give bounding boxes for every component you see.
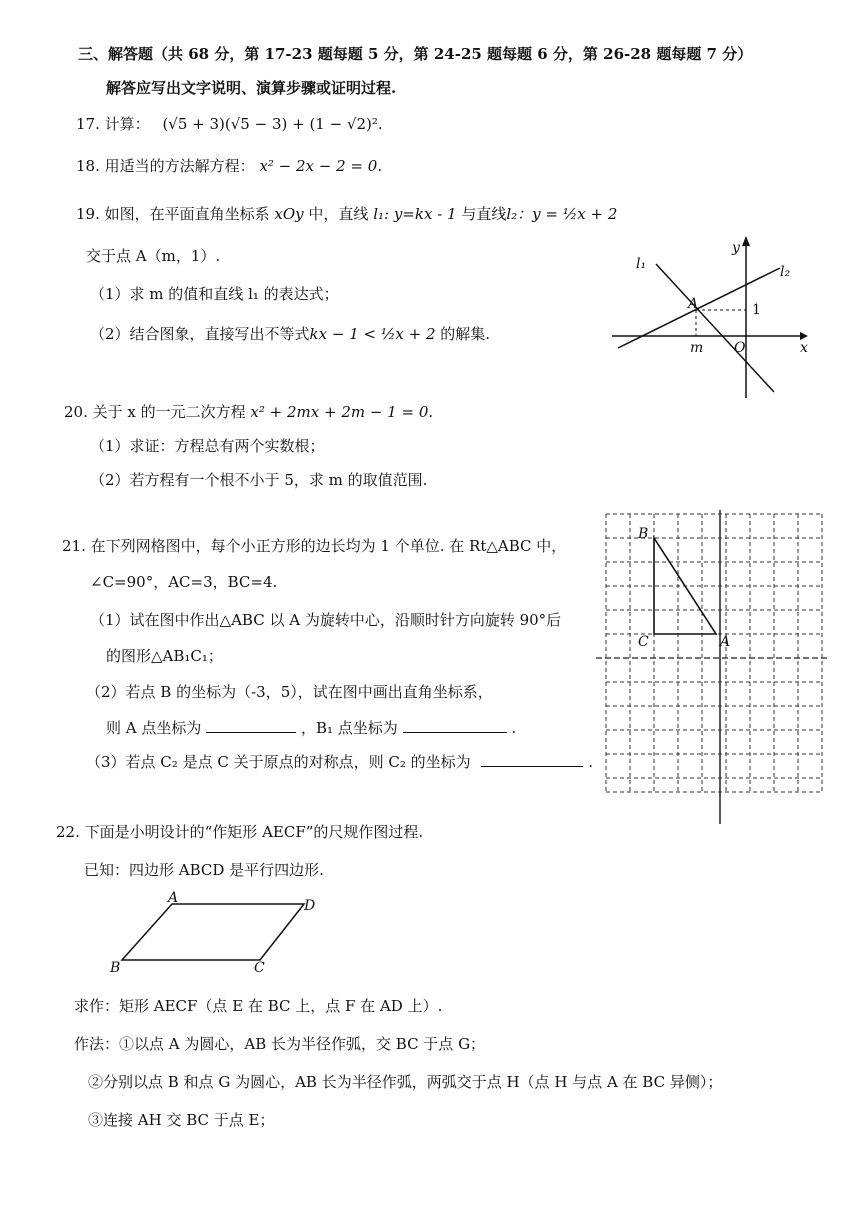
inequality: kx − 1 < ½x + 2 (309, 325, 436, 343)
question-text: （3）若点 C₂ 是点 C 关于原点的对称点，则 C₂ 的坐标为 (86, 753, 471, 771)
question-20-stem (64, 402, 433, 422)
question-text: 如图，在平面直角坐标系 (104, 205, 275, 223)
point-a-label: A (720, 634, 731, 650)
question-text: ，B₁ 点坐标为 (300, 719, 398, 737)
question-19-part2 (90, 324, 490, 344)
question-21-condition: ∠C=90°，AC=3，BC=4. (90, 573, 278, 591)
question-text: 关于 x 的一元二次方程 (92, 403, 251, 421)
x-label: x (800, 340, 808, 356)
question-text: 在下列网格图中，每个小正方形的边长均为 1 个单位. 在 Rt△ABC 中， (90, 537, 567, 555)
m-label: m (690, 340, 704, 356)
origin-label: O (734, 340, 746, 356)
question-text: 用适当的方法解方程： (104, 157, 255, 175)
question-19-stem (76, 204, 617, 224)
answer-blank-b1[interactable] (403, 718, 507, 733)
question-text: （2）结合图象，直接写出不等式 (90, 325, 310, 343)
question-20-part1: （1）求证：方程总有两个实数根； (90, 437, 325, 455)
question-22-step3: ③连接 AH 交 BC 于点 E； (88, 1111, 275, 1129)
question-20-part2: （2）若方程有一个根不小于 5，求 m 的取值范围. (90, 471, 428, 489)
question-22-stem (56, 822, 423, 842)
question-19-point: 交于点 A（m，1）. (86, 247, 221, 265)
question-18 (76, 156, 382, 176)
question-number: 22. (56, 823, 80, 841)
one-label: 1 (752, 302, 761, 318)
answer-blank-c2[interactable] (481, 752, 583, 767)
y-label: y (732, 240, 740, 256)
question-22-seek: 求作：矩形 AECF（点 E 在 BC 上，点 F 在 AD 上）. (74, 997, 443, 1015)
vertex-c-label: C (254, 960, 265, 976)
math-expression: x² + 2mx + 2m − 1 = 0. (250, 403, 434, 421)
punctuation: . (511, 719, 517, 737)
math-expression: x² − 2x − 2 = 0. (259, 157, 383, 175)
question-22-step1: 作法：①以点 A 为圆心，AB 长为半径作弧，交 BC 于点 G； (74, 1035, 486, 1053)
question-21-part2b (106, 718, 516, 738)
line-l1-equation: l₁: y=kx - 1 (373, 205, 457, 223)
y-arrow-icon (742, 236, 750, 246)
x-arrow-icon (800, 332, 808, 340)
question-17 (76, 114, 383, 134)
question-22-known: 已知：四边形 ABCD 是平行四边形. (84, 861, 324, 879)
vertex-a-label: A (168, 890, 179, 906)
question-text: 则 A 点坐标为 (106, 719, 202, 737)
question-text: 的解集. (435, 325, 491, 343)
vertex-b-label: B (110, 960, 121, 976)
q19-coordinate-figure (608, 232, 816, 402)
punctuation: . (588, 753, 593, 771)
question-21-part2a: （2）若点 B 的坐标为（-3，5），试在图中画出直角坐标系， (86, 683, 493, 701)
vertex-d-label: D (304, 898, 316, 914)
question-text: 中，直线 (303, 205, 374, 223)
answer-blank-a[interactable] (206, 718, 296, 733)
question-22-step2: ②分别以点 B 和点 G 为圆心，AB 长为半径作弧，两弧交于点 H（点 H 与点 A 在 BC 异侧）； (88, 1073, 723, 1091)
math-expression: (√5 + 3)(√5 − 3) + (1 − √2)². (162, 115, 383, 133)
question-21-part3 (86, 752, 593, 772)
line-l1 (656, 264, 774, 392)
question-number: 21. (62, 537, 86, 555)
question-label: 计算： (104, 115, 150, 133)
point-c-label: C (638, 634, 649, 650)
question-21-stem (62, 536, 566, 556)
question-19-part1: （1）求 m 的值和直线 l₁ 的表达式； (90, 285, 339, 303)
question-text: 与直线 (456, 205, 507, 223)
section-instruction: 解答应写出文字说明、演算步骤或证明过程. (106, 79, 397, 97)
parallelogram-abcd (122, 904, 304, 960)
point-b-label: B (638, 526, 649, 542)
question-21-part1a: （1）试在图中作出△ABC 以 A 为旋转中心，沿顺时针方向旋转 90°后 (90, 611, 562, 629)
question-number: 17. (76, 115, 100, 133)
l1-label: l₁ (636, 256, 647, 272)
question-number: 20. (64, 403, 88, 421)
section-header: 三、解答题（共 68 分，第 17-23 题每题 5 分，第 24-25 题每题 6 分，第 26-28 题每题 7 分） (78, 45, 753, 63)
point-a-label: A (688, 296, 699, 312)
q21-grid-figure (596, 508, 828, 828)
q22-parallelogram-figure (104, 888, 324, 978)
line-l2-equation: l₂：y = ½x + 2 (506, 205, 618, 223)
question-number: 18. (76, 157, 100, 175)
grid-lines (606, 514, 822, 792)
l2-label: l₂ (780, 264, 791, 280)
question-text: 下面是小明设计的“作矩形 AECF”的尺规作图过程. (84, 823, 424, 841)
question-21-part1b: 的图形△AB₁C₁； (106, 647, 223, 665)
coord-system-name: xOy (274, 205, 304, 223)
question-number: 19. (76, 205, 100, 223)
